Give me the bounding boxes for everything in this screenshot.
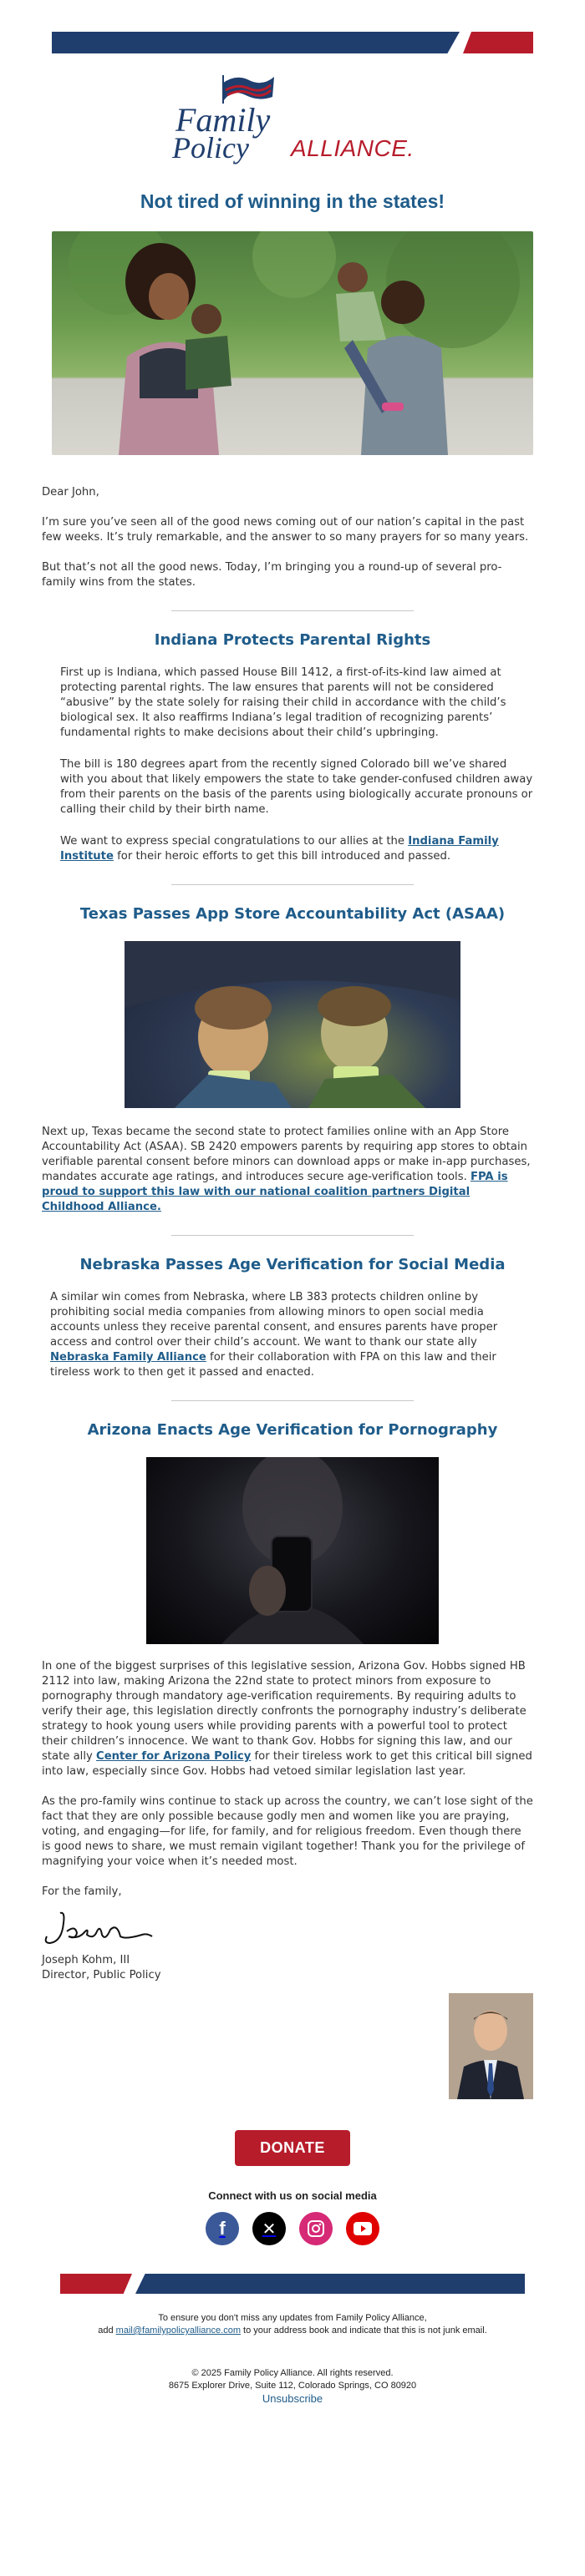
footer-line-2 [0, 2325, 585, 2337]
intro-paragraph-2: But that’s not all the good news. Today, I’m bringing you a round-up of several pro-family wins from the states. [42, 561, 502, 589]
center-for-arizona-policy-link[interactable]: Center for Arizona Policy [96, 1750, 252, 1763]
arizona-section-title: Arizona Enacts Age Verification for Pornography [87, 1421, 498, 1439]
donate-button[interactable]: DONATE [235, 2130, 350, 2166]
indiana-p3-after: for their heroic efforts to get this bill introduced and passed. [113, 850, 451, 863]
youtube-icon[interactable] [346, 2212, 379, 2245]
signature-image [42, 1906, 533, 1953]
copyright: © 2025 Family Policy Alliance. All rights reserved. [191, 2368, 394, 2378]
section-divider [171, 610, 414, 611]
greeting: Dear John, [42, 486, 99, 498]
footer-stripe-blue [135, 2274, 525, 2294]
arizona-p1-before: In one of the biggest surprises of this legislative session, Arizona Gov. Hobbs signed HB 2112 into law, making Arizona the 22nd state to protect minors from exposure to pornography through mandatory age-verification requirements. By requiring adults to verify their age, this legislation directly confronts the pornography industry’s deliberate strategy to hook young users while providing parents with a powerful tool to protect their children’s innocence. We want to thank Gov. Hobbs for signing this law, and our state ally [42, 1660, 526, 1763]
headshot-illustration [449, 1993, 533, 2099]
texas-p1-text: Next up, Texas became the second state to protect families online with an App Store Accountability Act (ASAA). SB 2420 empowers parents by requiring app stores to obtain verifiable parental consent before minors can download apps or make in-app purchases, mandates accurate age ratings, and introduces secure age-verification tools. [42, 1126, 531, 1183]
footer-line-2-before: add [98, 2325, 116, 2336]
facebook-glyph: f [219, 2218, 226, 2239]
donate-section [0, 2130, 585, 2166]
footer-stripe-red [60, 2274, 132, 2294]
social-icons-row [0, 2212, 585, 2245]
social-title: Connect with us on social media [208, 2189, 377, 2202]
footer-email-link[interactable]: mail@familypolicyalliance.com [115, 2325, 241, 2336]
indiana-paragraph-3 [60, 834, 533, 864]
texas-section [0, 1125, 585, 1215]
signer-role: Director, Public Policy [42, 1969, 161, 1981]
signer-name: Joseph Kohm, III [42, 1954, 130, 1966]
intro-section [0, 485, 585, 590]
footer-legal [0, 2367, 585, 2440]
digital-childhood-alliance-link[interactable]: FPA is proud to support this law with our national coalition partners Digital Childhood Alliance. [42, 1171, 508, 1213]
instagram-glyph [307, 2219, 325, 2238]
arizona-p1-after: for their tireless work to get this critical bill signed into law, especially since Gov. Hobbs had vetoed similar legislation last year. [42, 1750, 532, 1778]
footer-line-1: To ensure you don't miss any updates from Family Policy Alliance, [158, 2313, 427, 2323]
logo-word-policy: Policy [172, 131, 249, 164]
section-divider [171, 1400, 414, 1401]
texas-section-title: Texas Passes App Store Accountability Act (ASAA) [79, 905, 506, 923]
section-divider [171, 884, 414, 885]
arizona-paragraph-1 [42, 1659, 533, 1779]
footer-notice [0, 2312, 585, 2337]
x-twitter-icon[interactable] [252, 2212, 286, 2245]
email-headline: Not tired of winning in the states! [140, 190, 445, 212]
mailing-address: 8675 Explorer Drive, Suite 112, Colorado Springs, CO 80920 [168, 2381, 417, 2391]
closing-paragraph: As the pro-family wins continue to stack up across the country, we can’t lose sight of the fact that they are only possible because godly men and women like you are praying, voting, and engaging—for life, for family, and for religious freedom. Even though there is good news to share, we must remain vigilant together! Thank you for the privilege of magnifying your voice when it’s needed most. [42, 1795, 533, 1868]
nebraska-p1-before: A similar win comes from Nebraska, where LB 383 protects children online by prohibiting social media companies from allowing minors to open social media accounts unless they receive parental consent, and ensures parents have proper access and control over their child’s account. We want to thank our state ally [50, 1291, 498, 1349]
email-page [0, 32, 585, 2440]
hero-illustration [52, 231, 533, 455]
youtube-glyph [354, 2222, 372, 2235]
instagram-icon[interactable] [299, 2212, 333, 2245]
texas-illustration [125, 941, 460, 1108]
nebraska-paragraph-1 [50, 1290, 533, 1380]
footer-line-2-after: to your address book and indicate that this is not junk email. [241, 2325, 487, 2336]
arizona-illustration [146, 1457, 439, 1644]
nebraska-section [0, 1290, 585, 1380]
nebraska-p1-after: for their collaboration with FPA on this law and their tireless work to then get it passed and enacted. [50, 1351, 496, 1379]
indiana-paragraph-1: First up is Indiana, which passed House Bill 1412, a first-of-its-kind law aimed at protecting parental rights. The law ensures that parents will not be considered “abusive” by the state solely for raising their child in accordance with the child’s biological sex. It also reaffirms Indiana’s legal tradition of recognizing parents’ fundamental rights to make decisions about their child’s upbringing. [60, 666, 506, 739]
arizona-phone-photo [146, 1457, 439, 1644]
header-stripe-blue [52, 32, 460, 53]
intro-paragraph-1: I’m sure you’ve seen all of the good news coming out of our nation’s capital in the past few weeks. It’s truly remarkable, and the answer to so many prayers for so many years. [42, 516, 529, 544]
nebraska-family-alliance-link[interactable]: Nebraska Family Alliance [50, 1351, 206, 1364]
indiana-section-title: Indiana Protects Parental Rights [154, 631, 431, 649]
footer-stripe [60, 2274, 525, 2294]
signer-headshot [449, 1993, 533, 2099]
signoff: For the family, [42, 1885, 122, 1898]
family-policy-alliance-logo[interactable] [0, 72, 585, 164]
indiana-paragraph-2: The bill is 180 degrees apart from the recently signed Colorado bill we’ve shared with you about that likely empowers the state to take gender-confused children away from their parents on the basis of the parents using biologically accurate pronouns or calling their child by their birth name. [60, 758, 533, 816]
indiana-p3-before: We want to express special congratulations to our allies at the [60, 835, 409, 848]
arizona-section [0, 1659, 585, 1900]
header-stripe [52, 32, 533, 53]
signature-svg [42, 1906, 159, 1953]
facebook-icon[interactable] [206, 2212, 239, 2245]
hero-family-photo [52, 231, 533, 455]
headshot-row [0, 1983, 585, 2108]
texas-paragraph-1 [42, 1125, 533, 1215]
texas-kids-phones-photo [125, 941, 460, 1108]
x-glyph: ✕ [262, 2219, 277, 2239]
indiana-section [0, 666, 585, 864]
nebraska-section-title: Nebraska Passes Age Verification for Social Media [79, 1256, 506, 1273]
logo-word-alliance: ALLIANCE. [291, 135, 415, 161]
unsubscribe-link[interactable]: Unsubscribe [262, 2392, 323, 2405]
logo-word-family: Family [176, 101, 271, 139]
signature-block [0, 1906, 585, 1983]
indiana-family-institute-link[interactable]: Indiana Family Institute [60, 835, 499, 863]
header-stripe-red [463, 32, 533, 53]
section-divider [171, 1235, 414, 1236]
